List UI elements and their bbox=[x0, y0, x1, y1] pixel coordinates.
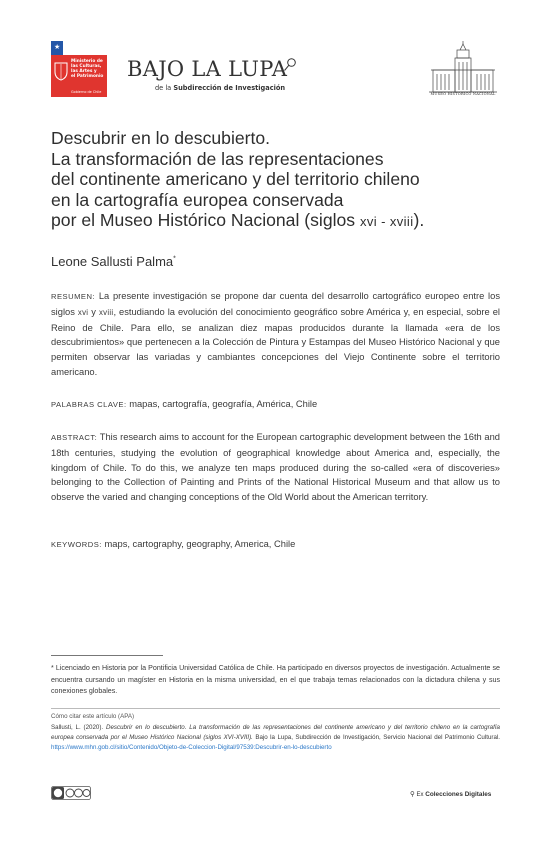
museum-building-icon bbox=[427, 40, 499, 100]
resumen-text-a: La presente investigación se propone dar cuenta del desarrollo cartográfico europeo entre los siglos bbox=[51, 291, 500, 317]
author bbox=[51, 254, 176, 269]
gov-line: las Artes y bbox=[71, 69, 97, 74]
small-magnifier-icon: ⚲ bbox=[410, 791, 415, 798]
author-name: Leone Sallusti Palma bbox=[51, 254, 174, 269]
title-line: La transformación de las representaciones bbox=[51, 148, 384, 169]
title-last-prefix: por el Museo Histórico Nacional (siglos bbox=[51, 210, 360, 231]
title-line: en la cartografía europea conservada bbox=[51, 189, 344, 210]
museum-label: MUSEO HISTÓRICO NACIONAL bbox=[430, 92, 496, 96]
keywords-paragraph bbox=[51, 537, 500, 553]
palabras-clave-paragraph bbox=[51, 397, 500, 413]
creative-commons-icon[interactable] bbox=[51, 786, 91, 800]
gov-ministry-text bbox=[71, 59, 107, 79]
century-xvi: xvi bbox=[77, 307, 89, 317]
citation-title: Descubrir en lo descubierto. La transformación de las representaciones del continente americano y del territorio chileno en la cartografía europea conservada por el Museo Histórico Nacional (siglos XVI-XVIII). bbox=[51, 724, 500, 741]
author-footnote-mark: * bbox=[173, 255, 176, 263]
title-last-suffix: ). bbox=[413, 210, 425, 231]
title-line: Descubrir en lo descubierto. bbox=[51, 128, 271, 148]
gov-line: el Patrimonio bbox=[71, 74, 104, 79]
palabras-text: mapas, cartografía, geografía, América, Chile bbox=[126, 399, 318, 409]
abstract-text: This research aims to account for the European cartographic development between the 16th and 18th centuries, studying the evolution of geographical knowledge about America and, especially, the kingdom of Chile. To do this, we analyze ten maps produced during the so-called «era of discoveries» belonging to the Collection of Painting and Prints of the National Historical Museum and that allow us to observe the varied and changing conceptions of the Old World about the American territory. bbox=[51, 432, 500, 503]
title-line bbox=[51, 210, 491, 233]
resumen-text-b: y bbox=[88, 306, 99, 317]
gov-line: Ministerio de bbox=[71, 59, 103, 64]
resumen-label: RESUMEN: bbox=[51, 292, 96, 301]
citation-publisher: Bajo la Lupa, Subdirección de Investigación, Servicio Nacional del Patrimonio Cultural. bbox=[252, 733, 500, 741]
keywords-label: KEYWORDS: bbox=[51, 540, 102, 549]
citation bbox=[51, 723, 500, 752]
abstract-paragraph bbox=[51, 430, 500, 505]
keywords-text: maps, cartography, geography, America, Chile bbox=[101, 539, 296, 549]
series-subtitle bbox=[155, 84, 285, 92]
citation-prefix: Sallusti, L. (2020). bbox=[51, 724, 106, 731]
series-sub-prefix: de la bbox=[155, 84, 172, 92]
magnifier-icon bbox=[283, 57, 297, 73]
citation-url-link[interactable]: https://www.mhn.gob.cl/sitio/Contenido/Objeto-de-Coleccion-Digital/97539:Descubrir-en-lo-descubierto bbox=[51, 743, 332, 751]
century-xviii: xviii bbox=[98, 307, 114, 317]
shield-icon bbox=[53, 61, 69, 81]
citation-divider bbox=[51, 708, 500, 709]
series-title: BAJO LA LUPA bbox=[127, 57, 288, 81]
footnote-rule bbox=[51, 655, 163, 656]
resumen-text-c: , estudiando la evolución del conocimiento geográfico sobre América y, en especial, sobre el Reino de Chile. Para ello, se analizan diez mapas producidos durante la llamada «era de los descubrimientos» que pertenecen a la Colección de Pintura y Estampas del Museo Histórico Nacional y que permiten observar las variadas y cambiantes concepciones del Viejo Continente sobre el territorio americano. bbox=[51, 306, 500, 377]
footer-ex: Ex bbox=[416, 792, 424, 798]
palabras-label: PALABRAS CLAVE: bbox=[51, 400, 127, 409]
footer-collections bbox=[410, 790, 491, 798]
gov-line: las Culturas, bbox=[71, 64, 102, 69]
title-centuries: xvi - xviii bbox=[360, 214, 414, 230]
article-title bbox=[51, 128, 491, 233]
gov-country-text: Gobierno de Chile bbox=[71, 90, 102, 94]
abstract-label: ABSTRACT: bbox=[51, 433, 98, 442]
resumen-paragraph bbox=[51, 289, 500, 380]
series-sub-bold: Subdirección de Investigación bbox=[173, 84, 286, 92]
title-line: del continente americano y del territorio chileno bbox=[51, 169, 420, 190]
star-icon: ★ bbox=[54, 43, 61, 51]
footnote: * Licenciado en Historia por la Pontificia Universidad Católica de Chile. Ha participado en diversos proyectos de investigación. Actualmente se encuentra cursando un magíster en Historia en la misma universidad, en el que trabaja temas relacionados con la dictadura chilena y sus conexiones globales. bbox=[51, 664, 500, 696]
footer-collections-text: Colecciones Digitales bbox=[425, 791, 492, 798]
citation-label: Cómo citar este artículo (APA) bbox=[51, 713, 135, 720]
